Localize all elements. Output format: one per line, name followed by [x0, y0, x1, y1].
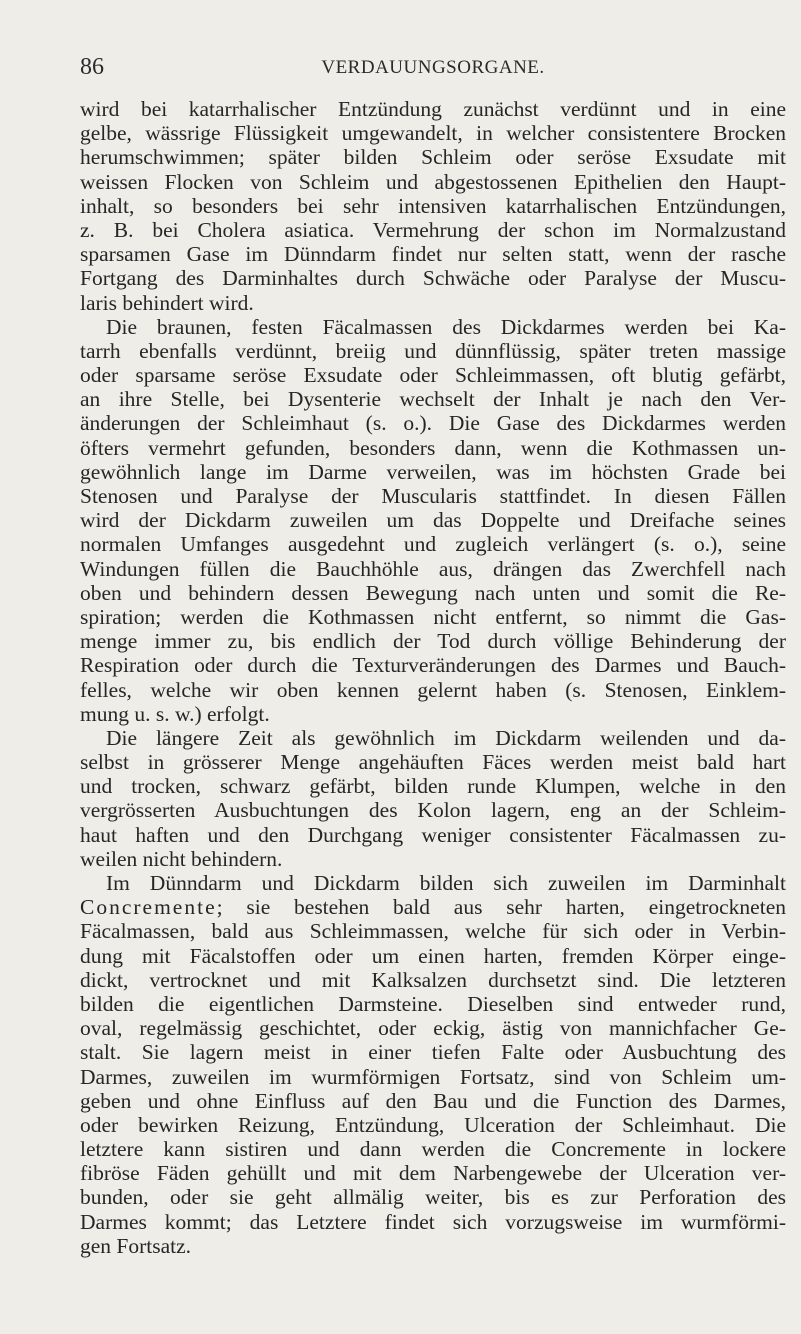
text-line: haut haften und den Durchgang weniger consistenter Fäcalmassen zu- — [80, 822, 786, 847]
text-line: gen Fortsatz. — [80, 1233, 192, 1258]
text-line: Im Dünndarm und Dickdarm bilden sich zuweilen im Darminhalt — [106, 871, 786, 895]
text-line: selbst in grösserer Menge angehäuften Fäces werden meist bald hart — [80, 750, 786, 775]
text-line: Respiration oder durch die Texturveränderungen des Darmes und Bauch- — [80, 653, 786, 678]
text-line: oder sparsame seröse Exsudate oder Schleimmassen, oft blutig gefärbt, — [80, 363, 786, 388]
text-line: Darmes, zuweilen im wurmförmigen Fortsatz, sind von Schleim um- — [80, 1064, 786, 1089]
text-line: fibröse Fäden gehüllt und mit dem Narbengewebe der Ulceration ver- — [80, 1161, 786, 1186]
text-line: gewöhnlich lange im Darme verweilen, was im höchsten Grade bei — [80, 459, 786, 484]
text-line: herumschwimmen; später bilden Schleim oder seröse Exsudate mit — [80, 145, 786, 170]
text-line: oben und behindern dessen Bewegung nach unten und somit die Re- — [80, 580, 786, 605]
text-line: bilden die eigentlichen Darmsteine. Dieselben sind entweder rund, — [80, 991, 786, 1016]
page-number: 86 — [80, 54, 104, 80]
text-line: bunden, oder sie geht allmälig weiter, bis es zur Perforation des — [80, 1185, 786, 1210]
text-line: Fortgang des Darminhaltes durch Schwäche oder Paralyse der Muscu- — [80, 266, 786, 291]
text-line: normalen Umfanges ausgedehnt und zugleich verlängert (s. o.), seine — [80, 532, 786, 557]
text-line: Fäcalmassen, bald aus Schleimmassen, welche für sich oder in Verbin- — [80, 919, 786, 944]
text-line: mung u. s. w.) erfolgt. — [80, 701, 270, 726]
text-line: gelbe, wässrige Flüssigkeit umgewandelt, in welcher consistentere Brocken — [80, 121, 786, 146]
page-header — [80, 52, 786, 82]
text-line: vergrösserten Ausbuchtungen des Kolon lagern, eng an der Schleim- — [80, 798, 786, 823]
text-line: dickt, vertrocknet und mit Kalksalzen durchsetzt sind. Die letzteren — [80, 967, 786, 992]
text-line: felles, welche wir oben kennen gelernt haben (s. Stenosen, Einklem- — [80, 677, 786, 702]
text-line: oder bewirken Reizung, Entzündung, Ulceration der Schleimhaut. Die — [80, 1112, 786, 1137]
text-line: inhalt, so besonders bei sehr intensiven katarrhalischen Entzündungen, — [80, 193, 786, 218]
text-line: laris behindert wird. — [80, 290, 254, 315]
spaced-term: Concremente — [80, 895, 217, 920]
text-line: sparsamen Gase im Dünndarm findet nur selten statt, wenn der rasche — [80, 242, 786, 267]
text-line: Darmes kommt; das Letztere findet sich vorzugsweise im wurmförmi- — [80, 1209, 786, 1234]
text-line: oval, regelmässig geschichtet, oder eckig, ästig von mannichfacher Ge- — [80, 1016, 786, 1041]
text-line: weissen Flocken von Schleim und abgestossenen Epithelien den Haupt- — [80, 169, 786, 194]
text-line: öfters vermehrt gefunden, besonders dann, wenn die Kothmassen un- — [80, 435, 786, 460]
text-line: an ihre Stelle, bei Dysenterie wechselt der Inhalt je nach den Ver- — [80, 387, 786, 412]
text-line: Die braunen, festen Fäcalmassen des Dickdarmes werden bei Ka- — [106, 314, 786, 339]
text-line: tarrh ebenfalls verdünnt, breiig und dünnflüssig, später treten massige — [80, 338, 786, 363]
text-line: Windungen füllen die Bauchhöhle aus, drängen das Zwerchfell nach — [80, 556, 786, 581]
body-text — [80, 97, 786, 1258]
text-line: Die längere Zeit als gewöhnlich im Dickdarm weilenden und da- — [106, 725, 786, 750]
text-line: wird bei katarrhalischer Entzündung zunächst verdünnt und in eine — [80, 97, 786, 121]
text-line: letztere kann sistiren und dann werden die Concremente in lockere — [80, 1137, 786, 1162]
text-line: und trocken, schwarz gefärbt, bilden runde Klumpen, welche in den — [80, 774, 786, 799]
text-line: z. B. bei Cholera asiatica. Vermehrung der schon im Normalzustand — [80, 217, 786, 242]
text-line: änderungen der Schleimhaut (s. o.). Die Gase des Dickdarmes werden — [80, 411, 786, 436]
text-line: spiration; werden die Kothmassen nicht entfernt, so nimmt die Gas- — [80, 604, 786, 629]
running-head: VERDAUUNGSORGANE. — [321, 57, 545, 78]
text-line: dung mit Fäcalstoffen oder um einen harten, fremden Körper einge- — [80, 943, 786, 968]
text-line: wird der Dickdarm zuweilen um das Doppelte und Dreifache seines — [80, 508, 786, 533]
text-line: Concremente; sie bestehen bald aus sehr harten, eingetrockneten — [80, 895, 786, 920]
text-line: menge immer zu, bis endlich der Tod durch völlige Behinderung der — [80, 629, 786, 654]
text-line: weilen nicht behindern. — [80, 846, 283, 871]
text-line: Stenosen und Paralyse der Muscularis stattfindet. In diesen Fällen — [80, 484, 786, 508]
text-line: stalt. Sie lagern meist in einer tiefen Falte oder Ausbuchtung des — [80, 1040, 786, 1065]
text-line: geben und ohne Einfluss auf den Bau und die Function des Darmes, — [80, 1088, 786, 1113]
